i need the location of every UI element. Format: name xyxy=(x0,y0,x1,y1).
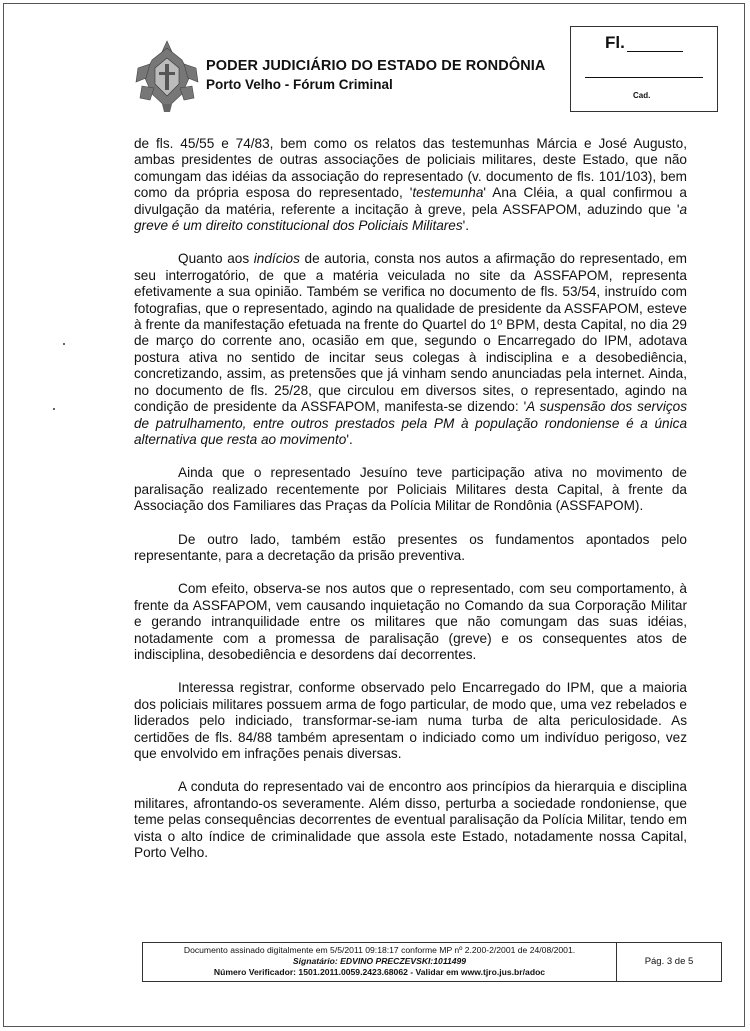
scan-speck xyxy=(63,343,65,345)
folio-number-line xyxy=(627,51,683,52)
paragraph-4: De outro lado, também estão presentes os fundamentos apontados pelo representante, para a decretação da prisão preventiva. xyxy=(134,531,687,563)
cad-signature-line xyxy=(585,77,703,78)
paragraph-5: Com efeito, observa-se nos autos que o representado, com seu comportamento, à frente da ASSFAPOM, vem causando inquietação no Comando da sua Corporação Militar e gerando intranquilidade entre os militares que não comungam das suas idéias, notadamente com a promessa de paralisação (greve) e os consequentes atos de indisciplina, desobediência e desordens daí decorrentes. xyxy=(134,581,687,662)
folio-label: Fl. xyxy=(605,33,625,52)
signatory-line: Signatário: EDVINO PRECZEVSKI:1011499 xyxy=(292,956,467,966)
folio-stamp xyxy=(570,26,718,112)
signature-date-line: Documento assinado digitalmente em 5/5/2011 09:18:17 conforme MP nº 2.200-2/2001 de 24/08/2001. xyxy=(183,945,576,955)
scan-speck xyxy=(53,408,55,410)
paragraph-1-text-3: '. xyxy=(462,218,470,234)
court-seal-icon xyxy=(132,38,202,114)
paragraph-6: Interessa registrar, conforme observado pelo Encarregado do IPM, que a maioria dos policiais militares possuem arma de fogo particular, de modo que, uma vez rebelados e liderados pelo indiciado, transformar-se-iam numa turba de alta periculosidade. As certidões de fls. 84/88 também apresentam o indiciado como um indivíduo perigoso, vez que envolvido em infrações penais diversas. xyxy=(134,680,687,761)
paragraph-2-text-2: de autoria, consta nos autos a afirmação do representado, em seu interrogatório, de que a matéria veiculada no site da ASSFAPOM, representa efetivamente a sua opinião. Também se verifica no documento de fls. 53/54, instruído com fotografias, que o representado, agindo na qualidade de presidente da ASSFAPOM, esteve à frente da manifestação efetuada na frente do Quartel do 1º BPM, desta Capital, no dia 29 de março do corrente ano, ocasião em que, segundo o Encarregado do IPM, adotava postura ativa no sentido de incitar seus colegas à indisciplina e a desobediência, concretizando, assim, as pretensões que já vinham sendo anunciadas pela internet. Ainda, no documento de fls. 25/28, que circulou em diversos sites, o representado, agindo na condição de presidente da ASSFAPOM, manifesta-se dizendo: ' xyxy=(134,251,688,415)
paragraph-2-text-3: '. xyxy=(346,431,353,447)
page-number: Pág. 3 de 5 xyxy=(644,956,694,967)
paragraph-1-text-2: ' Ana Cléia, a qual confirmou a divulgação da matéria, referente a incitação à greve, pela ASSFAPOM, aduzindo que ' xyxy=(134,185,687,217)
paragraph-2-emphasis-2: A suspensão dos serviços de patrulhamento, entre outros prestados pela PM à população rondoniense é a única alternativa que resta ao movimento xyxy=(134,399,688,447)
paragraph-7: A conduta do representado vai de encontro aos princípios da hierarquia e disciplina militares, afrontando-os severamente. Além disso, perturba a sociedade rondoniense, que teme pelas consequências decorrentes de eventual paralisação da Polícia Militar, tendo em vista o alto índice de criminalidade que assola este Estado, notadamente nossa Capital, Porto Velho. xyxy=(134,779,687,861)
page-title: PODER JUDICIÁRIO DO ESTADO DE RONDÔNIA xyxy=(206,58,546,74)
paragraph-1 xyxy=(134,136,687,234)
paragraph-1-emphasis-2: a greve é um direito constitucional dos Policiais Militares xyxy=(134,201,687,234)
paragraph-3: Ainda que o representado Jesuíno teve participação ativa no movimento de paralisação realizado recentemente por Policiais Militares desta Capital, à frente da Associação dos Familiares das Praças da Polícia Militar de Rondônia (ASSFAPOM). xyxy=(134,465,687,514)
paragraph-2 xyxy=(134,251,687,448)
signature-footer xyxy=(142,942,722,982)
verification-number-line: Número Verificador: 1501.2011.0059.2423.68062 - Validar em www.tjro.jus.br/adoc xyxy=(213,967,546,977)
cad-label: Cad. xyxy=(633,91,651,100)
paragraph-1-text: de fls. 45/55 e 74/83, bem como os relatos das testemunhas Márcia e José Augusto, ambas presidentes de outras associações de policiais militares, deste Estado, que não comungam das idéias da associação do representado (v. documento de fls. 101/103), bem como da própria esposa do representado, ' xyxy=(134,136,687,201)
page-subtitle: Porto Velho - Fórum Criminal xyxy=(206,77,393,92)
document-body xyxy=(134,136,687,878)
signature-info xyxy=(143,943,617,981)
paragraph-2-emphasis-1: indícios xyxy=(253,251,300,267)
paragraph-1-emphasis-1: testemunha xyxy=(412,185,484,201)
paragraph-2-text: Quanto aos xyxy=(178,251,254,267)
